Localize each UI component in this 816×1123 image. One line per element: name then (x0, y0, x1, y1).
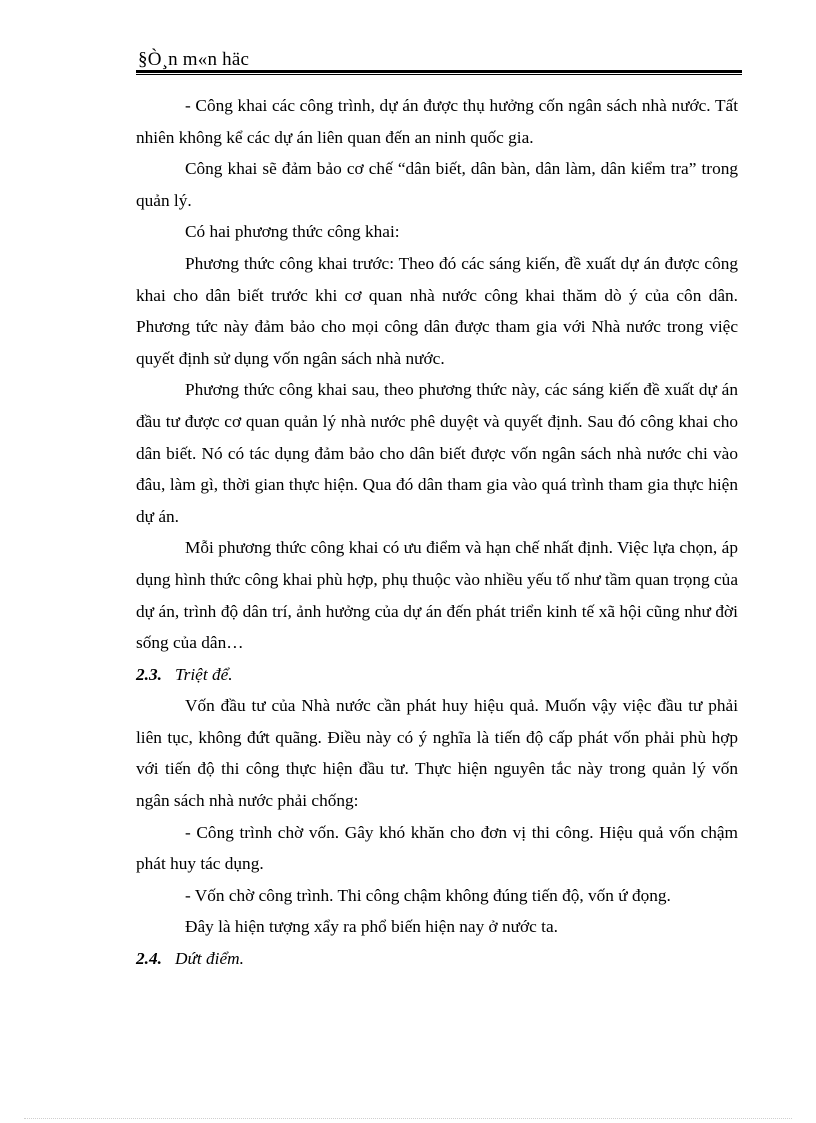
paragraph: - Công khai các công trình, dự án được thụ hưởng cốn ngân sách nhà nước. Tất nhiên không kể các dự án liên quan đến an ninh quốc gia. (136, 96, 738, 147)
header-title: §Ò¸n m«n häc (138, 49, 250, 70)
section-title: Dứt điểm. (175, 949, 244, 969)
section-title: Triệt để. (175, 664, 233, 684)
document-body (136, 90, 738, 975)
section-number: 2.4. (136, 949, 162, 969)
section-heading-2-3 (136, 659, 738, 691)
paragraph: Phương thức công khai sau, theo phương thức này, các sáng kiến đề xuất dự án đầu tư được cơ quan quản lý nhà nước phê duyệt và quyết định. Sau đó công khai cho dân biết. Nó có tác dụng đảm bảo cho dân biết được vốn ngân sách nhà nước chi vào đâu, làm gì, thời gian thực hiện. Qua đó dân tham gia vào quá trình tham gia thực hiện dự án. (136, 380, 738, 526)
page-header (136, 50, 742, 75)
paragraph: Công khai sẽ đảm bảo cơ chế “dân biết, dân bàn, dân làm, dân kiểm tra” trong quản lý. (136, 159, 738, 210)
header-rule-thin (136, 74, 742, 75)
paragraph: Có hai phương thức công khai: (185, 222, 400, 242)
paragraph: Vốn đầu tư của Nhà nước cần phát huy hiệu quả. Muốn vậy việc đầu tư phải liên tục, không đứt quãng. Điều này có ý nghĩa là tiến độ cấp phát vốn phải phù hợp với tiến độ thi công thực hiện đầu tư. Thực hiện nguyên tắc này trong quản lý vốn ngân sách nhà nước phải chống: (136, 696, 738, 811)
paragraph: Mỗi phương thức công khai có ưu điểm và hạn chế nhất định. Việc lựa chọn, áp dụng hình thức công khai phù hợp, phụ thuộc vào nhiều yếu tố như tầm quan trọng của dự án, trình độ dân trí, ảnh hưởng của dự án đến phát triển kinh tế xã hội cũng như đời sống của dân… (136, 538, 738, 653)
header-rule-thick (136, 70, 742, 73)
section-number: 2.3. (136, 664, 162, 684)
paragraph: - Công trình chờ vốn. Gây khó khăn cho đơn vị thi công. Hiệu quả vốn chậm phát huy tác dụng. (136, 822, 738, 874)
paragraph: - Vốn chờ công trình. Thi công chậm không đúng tiến độ, vốn ứ đọng. (185, 885, 671, 905)
paragraph: Phương thức công khai trước: Theo đó các sáng kiến, đề xuất dự án được công khai cho dân biết trước khi cơ quan nhà nước công khai thăm dò ý của côn dân. Phương tức này đảm bảo cho mọi công dân được tham gia với Nhà nước trong việc quyết định sử dụng vốn ngân sách nhà nước. (136, 253, 738, 368)
paragraph: Đây là hiện tượng xẩy ra phổ biến hiện nay ở nước ta. (185, 917, 558, 937)
section-heading-2-4 (136, 943, 738, 975)
page-bottom-divider (24, 1118, 792, 1119)
